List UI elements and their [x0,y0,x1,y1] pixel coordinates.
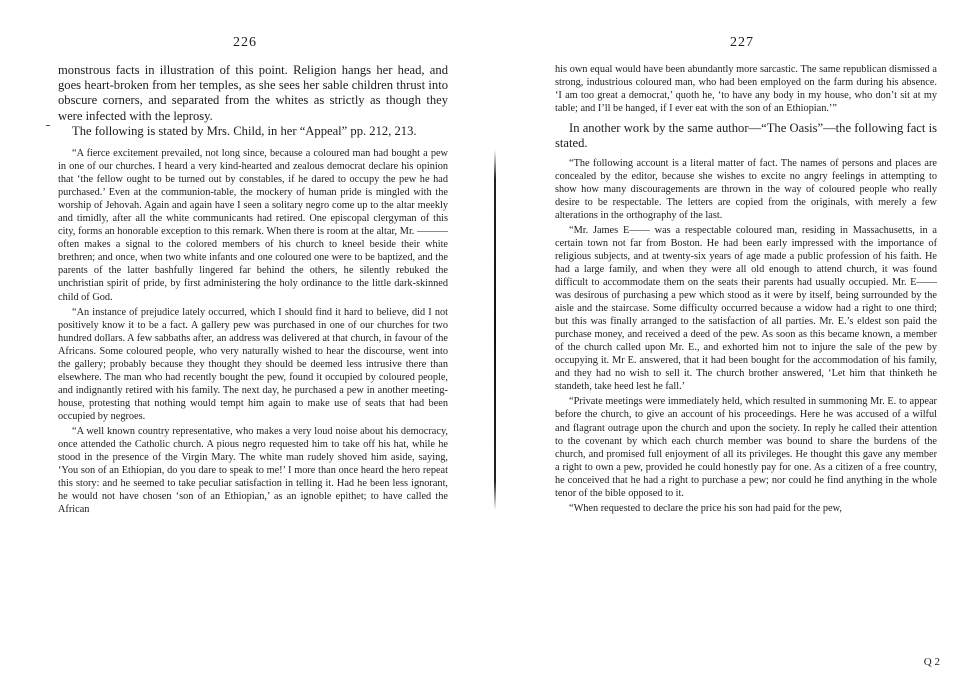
left-page-text [58,63,448,516]
left-paragraph-1: monstrous facts in illustration of this point. Religion hangs her head, and goes heart-broken from her temples, as she sees her sable children thrust into obscure corners, and separated from the whites as strictly as though they were infected with the leprosy. [58,63,448,123]
left-quote-3: “A well known country representative, who makes a very loud noise about his democracy, once attended the Catholic church. A pious negro requested him to take off his hat, while he stood in the presence of the Virgin Mary. The white man rudely shoved him aside, saying, ‘You son of an Ethiopian, do you dare to speak to me!’ I more than once heard the hero repeat this story: and he seemed to take peculiar satisfaction in telling it. Had he been less ignorant, he would not have chosen ‘son of an Ethiopian,’ as an ignoble epithet; to have called the African [58,426,448,516]
signature-mark: Q 2 [923,656,940,668]
left-page-number: 226 [233,35,257,50]
left-paragraph-2: The following is stated by Mrs. Child, in her “Appeal” pp. 212, 213. [72,123,417,138]
margin-mark [46,125,50,126]
right-quote-4: “When requested to declare the price his son had paid for the pew, [569,502,842,514]
right-paragraph-1: his own equal would have been abundantly more sarcastic. The same republican dismissed a strong, industrious coloured man, who had been employed on the farm during his absence. ‘I am too great a democrat,’ quoth he, ‘to have any body in my house, who don’t sit at my table; and I’ll be hanged, if I ever eat with the son of an Ethiopian.’” [555,64,937,115]
left-quote-1: “A fierce excitement prevailed, not long since, because a coloured man had bought a pew in one of our churches. I heard a very kind-hearted and zealous democrat declare his opinion that ‘the fellow ought to be turned out by constables, if he dared to occupy the pew he had purchased.’ Even at the communion-table, the mockery of human pride is mingled with the worship of Jehovah. Again and again have I seen a solitary negro come up to the altar meekly and timidly, after all the white communicants had retired. One episcopal clergyman of this city, forms an honorable exception to this remark. When there is room at the altar, Mr. ——— often makes a signal to the colored members of his church to kneel beside their white brethren; and once, when two white infants and one coloured one were to be baptized, and the parents of the latter bashfully lingered far behind the others, he silently rebuked the unchristian spirit of pride, by first administering the holy ordinance to the little dark-skinned child of God. [58,148,448,303]
right-page-number: 227 [730,35,754,50]
right-page-text [555,63,937,515]
right-quote-2: “Mr. James E—— was a respectable coloured man, residing in Massachusetts, in a certain town not far from Boston. He had been early impressed with the importance of religious subjects, and at twenty-six years of age made a public profession of his faith. He had a large family, and when they were all old enough to attend church, it was found difficult to accommodate them on the seats their parents had usually occupied. Mr. E—— was desirous of purchasing a pew which stood as it were by itself, being surrounded by the aisle and the staircase. Some difficulty occurred because a widow had a right to one third; but this was finally arranged to the satisfaction of all parties. Mr. E.’s eldest son paid the purchase money, and received a deed of the pew. As soon as this became known, a member of the church called upon Mr. E., and exhorted him not to injure the sale of the pew by occupying it. Mr E. answered, that it had been bought for the accommodation of his family, and they had no wish to sell it. The church brother answered, ‘Let him that thinketh he standeth, take heed lest he fall.’ [555,224,937,393]
right-quote-1: “The following account is a literal matter of fact. The names of persons and places are concealed by the editor, because she wishes to excite no angry feelings in attempting to show how many discouragements are thrown in the way of coloured people who really desire to be respectable. The letters are copied from the originals, with merely a few alterations in the orthography of the last. [555,157,937,221]
right-paragraph-2: In another work by the same author—“The Oasis”—the following fact is stated. [555,121,937,151]
right-quote-3: “Private meetings were immediately held, which resulted in summoning Mr. E. to appear before the church, to give an account of his proceedings. Here he was accused of a wilful and flagrant outrage upon the church and upon the society. In reply he called their attention to the covenant by which each church member was bound to share the burdens of the church, and promised full enjoyment of all its privileges. He thought this gave any member a right to own a pew, provided he could honestly pay for one. As a citizen of a free country, he conceived that he had a right to purchase a pew; nor could he find anything in the whole tenor of the bible opposed to it. [555,396,937,499]
left-quote-2: “An instance of prejudice lately occurred, which I should find it hard to believe, did I not positively know it to be a fact. A gallery pew was purchased in one of our churches for two hundred dollars. A few sabbaths after, an address was delivered at that church, in favour of the Africans. Some coloured people, who very naturally wished to hear the discourse, went into the gallery; probably because they thought they should be deemed less intrusive there than elsewhere. The man who had recently bought the pew, found it occupied by coloured people, and indignantly retired with his family. The next day, he purchased a pew in another meeting-house, protesting that nothing would tempt him again to make use of seats that had been occupied by negroes. [58,306,448,422]
